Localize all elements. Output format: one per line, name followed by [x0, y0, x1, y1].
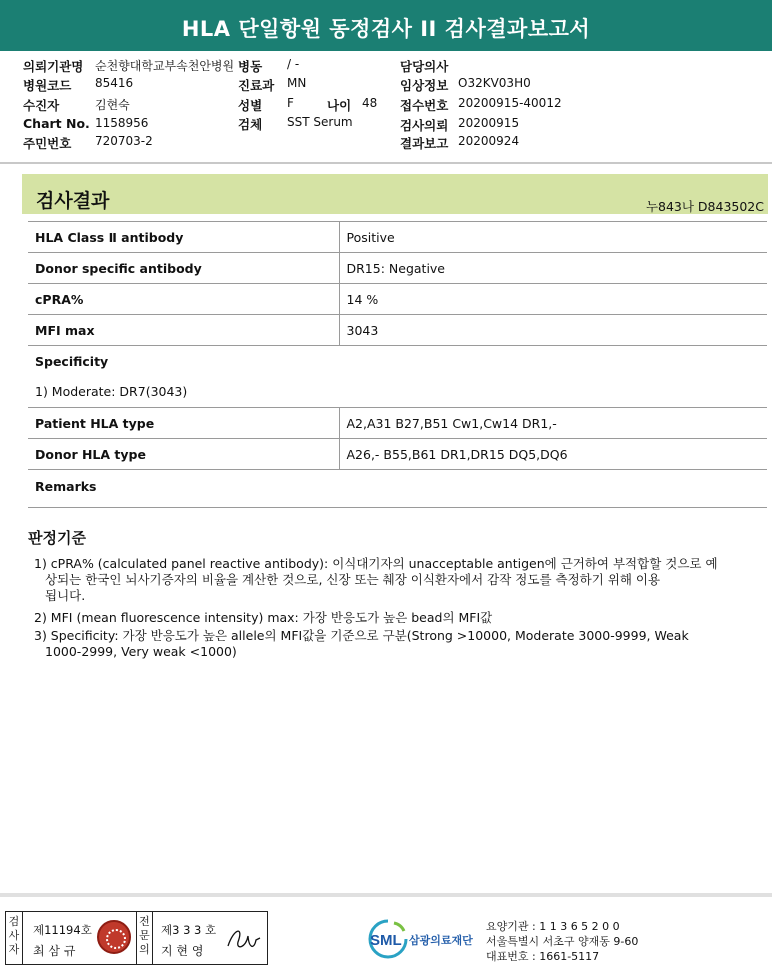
clinical-value: O32KV03H0 [458, 76, 531, 90]
tester-number: 제11194호 [33, 923, 92, 937]
criteria-line: 1000-2999, Very weak <1000) [45, 644, 237, 659]
chart-value: 1158956 [95, 116, 149, 130]
receipt-value: 20200915-40012 [458, 96, 562, 110]
row-key: Patient HLA type [28, 408, 339, 439]
remarks-label: Remarks [28, 470, 767, 508]
criteria-title: 판정기준 [28, 529, 86, 547]
table-row [28, 439, 767, 470]
table-row [28, 222, 767, 253]
inst-label: 의뢰기관명 [23, 59, 84, 74]
table-row [28, 408, 767, 439]
tester-vertical-text: 검사자 [8, 915, 20, 956]
verifier-name: 지 현 영 [161, 944, 204, 958]
row-key: Donor specific antibody [28, 253, 339, 284]
row-value: 3043 [339, 315, 767, 346]
patient-label: 수진자 [23, 98, 60, 113]
criteria-item-1 [34, 556, 759, 604]
specimen-value: SST Serum [287, 115, 353, 129]
row-value: Positive [339, 222, 767, 253]
code-label: 병원코드 [23, 78, 72, 93]
specimen-label: 검체 [238, 117, 263, 132]
clinical-label: 임상정보 [400, 78, 449, 93]
specificity-label: Specificity [35, 353, 109, 369]
footer-divider [0, 893, 772, 897]
inst-value: 순천향대학교부속천안병원 [95, 59, 235, 73]
row-key: cPRA% [28, 284, 339, 315]
receipt-label: 접수번호 [400, 98, 449, 113]
report-title-bar [0, 0, 772, 51]
doctor-label: 담당의사 [400, 59, 449, 74]
age-label: 나이 [327, 98, 352, 113]
sex-value: F [287, 96, 294, 110]
row-value: DR15: Negative [339, 253, 767, 284]
ward-label: 병동 [238, 59, 263, 74]
patient-value: 김현숙 [95, 98, 130, 112]
report-title: HLA 단일항원 동정검사 II 검사결과보고서 [181, 17, 591, 41]
row-value: 14 % [339, 284, 767, 315]
criteria-item-2: 2) MFI (mean fluorescence intensity) max: 가장 반응도가 높은 bead의 MFI값 [34, 610, 493, 625]
tester-name: 최 삼 규 [33, 944, 76, 958]
address: 서울특별시 서초구 양재동 9-60 [486, 935, 639, 948]
table-row [28, 253, 767, 284]
table-row [28, 315, 767, 346]
request-value: 20200915 [458, 116, 520, 130]
section-title: 검사결과 [36, 190, 110, 212]
code-value: 85416 [95, 76, 134, 90]
rrn-value: 720703-2 [95, 134, 153, 148]
criteria-line: 1) cPRA% (calculated panel reactive antibody): 이식대기자의 unacceptable antigen에 근거하여 부적합할 것으로 예 [34, 556, 718, 571]
chart-label: Chart No. [23, 116, 90, 131]
specificity-row [28, 346, 767, 377]
logo-mark: SML [370, 932, 402, 949]
dept-value: MN [287, 76, 307, 90]
row-value: A26,- B55,B61 DR1,DR15 DQ5,DQ6 [339, 439, 767, 470]
verifier-vertical-label [136, 912, 153, 964]
verifier-vertical-text: 전문의 [139, 915, 150, 956]
agency-code: 요양기관 : 1 1 3 6 5 2 0 0 [486, 920, 620, 933]
criteria-line: 됩니다. [45, 588, 86, 603]
section-code: 누843나 D843502C [645, 199, 764, 214]
sex-label: 성별 [238, 98, 263, 113]
report-label: 결과보고 [400, 136, 449, 151]
logo-name: 삼광의료재단 [409, 934, 473, 947]
criteria-line: 3) Specificity: 가장 반응도가 높은 allele의 MFI값을 기준으로 구분(Strong >10000, Moderate 3000-9999, Weak [34, 628, 689, 643]
age-value: 48 [362, 96, 378, 110]
header-divider [0, 162, 772, 164]
rrn-label: 주민번호 [23, 136, 72, 151]
request-label: 검사의뢰 [400, 118, 449, 133]
specificity-value-row [28, 377, 767, 408]
dept-label: 진료과 [238, 78, 275, 93]
verifier-number: 제3 3 3 호 [161, 923, 217, 937]
row-value: A2,A31 B27,B51 Cw1,Cw14 DR1,- [339, 408, 767, 439]
tester-vertical-label [6, 912, 23, 964]
specificity-value: 1) Moderate: DR7(3043) [28, 377, 767, 408]
remarks-row [28, 470, 767, 508]
signature-icon [224, 922, 264, 956]
official-seal-icon [97, 920, 131, 954]
row-key: Donor HLA type [28, 439, 339, 470]
phone: 대표번호 : 1661-5117 [486, 950, 600, 963]
ward-value: / - [287, 57, 300, 71]
signature-box [5, 911, 268, 965]
result-table [28, 221, 767, 508]
criteria-line: 상되는 한국인 뇌사기증자의 비율을 계산한 것으로, 신장 또는 췌장 이식환자에서 감작 정도를 측정하기 위해 이용 [45, 572, 661, 587]
row-key: MFI max [28, 315, 339, 346]
criteria-item-3 [34, 628, 759, 660]
report-value: 20200924 [458, 134, 520, 148]
row-key: HLA Class Ⅱ antibody [28, 222, 339, 253]
table-row [28, 284, 767, 315]
